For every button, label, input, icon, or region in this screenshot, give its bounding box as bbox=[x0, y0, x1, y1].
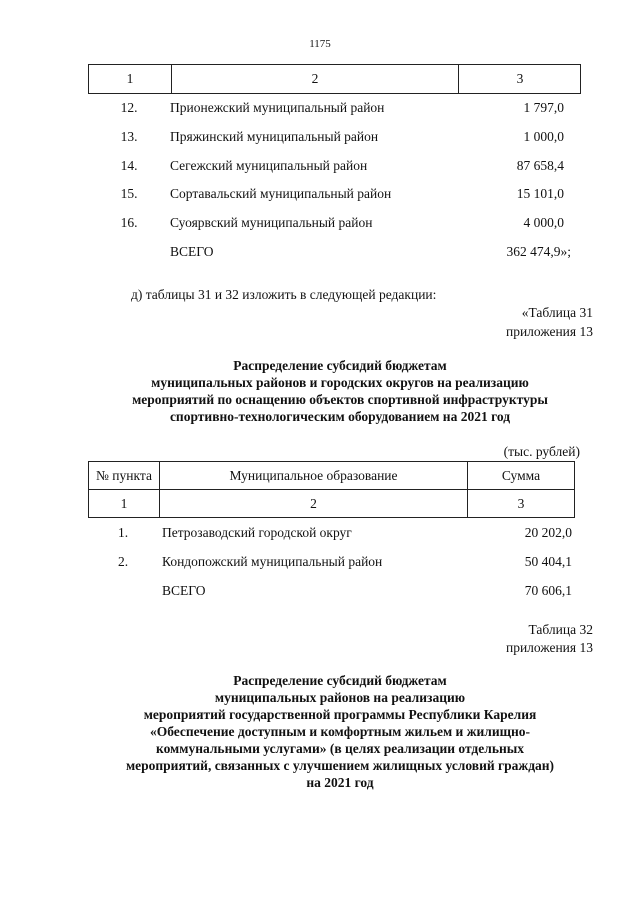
table32-ref-line2: приложения 13 bbox=[505, 640, 593, 655]
table31-title-line: муниципальных районов и городских округов на реализацию bbox=[151, 375, 529, 390]
table32-title-line: Распределение субсидий бюджетам bbox=[233, 673, 447, 688]
row-value: 4 000,0 bbox=[523, 215, 564, 230]
table32-title-line: на 2021 год bbox=[306, 775, 374, 790]
table31-title-line: спортивно-технологическим оборудованием на 2021 год bbox=[169, 409, 511, 424]
row-name: Кондопожский муниципальный район bbox=[162, 554, 383, 569]
table31-title-line: мероприятий по оснащению объектов спортивной инфраструктуры bbox=[132, 392, 548, 407]
table32-title-line: коммунальными услугами» (в целях реализации отдельных bbox=[155, 741, 525, 756]
table31-units: (тыс. рублей) bbox=[503, 444, 580, 459]
row-value: 50 404,1 bbox=[524, 554, 572, 569]
row-name: Суоярвский муниципальный район bbox=[170, 215, 373, 230]
table1-header bbox=[88, 64, 581, 94]
page-number: 1175 bbox=[309, 38, 331, 50]
row-number: 1. bbox=[117, 525, 129, 540]
table31-title-line: Распределение субсидий бюджетам bbox=[233, 358, 447, 373]
table31-header-name: Муниципальное образование bbox=[229, 467, 398, 483]
row-value: 87 658,4 bbox=[516, 158, 564, 173]
table31-header-sum: Сумма bbox=[501, 467, 541, 483]
total-value: 70 606,1 bbox=[524, 583, 572, 598]
table1-header-col3: 3 bbox=[516, 71, 524, 86]
table1-header-col2: 2 bbox=[311, 71, 319, 86]
row-value: 1 000,0 bbox=[523, 129, 564, 144]
row-number: 12. bbox=[120, 100, 138, 115]
table31-colnum-3: 3 bbox=[517, 495, 525, 511]
row-name: Сегежский муниципальный район bbox=[170, 158, 368, 173]
row-value: 20 202,0 bbox=[524, 525, 572, 540]
table32-title-line: мероприятий, связанных с улучшением жилищных условий граждан) bbox=[125, 758, 555, 773]
table31-colnum-2: 2 bbox=[310, 495, 317, 511]
table32-title-line: мероприятий государственной программы Республики Карелия bbox=[143, 707, 537, 722]
row-number: 15. bbox=[120, 186, 138, 201]
table31-ref-line2: приложения 13 bbox=[505, 324, 593, 339]
total-value: 362 474,9»; bbox=[506, 244, 571, 259]
row-name: Петрозаводский городской округ bbox=[162, 525, 352, 540]
table32-ref-line1: Таблица 32 bbox=[528, 622, 593, 637]
row-value: 15 101,0 bbox=[516, 186, 564, 201]
row-name: Сортавальский муниципальный район bbox=[170, 186, 392, 201]
table32-title-line: муниципальных районов на реализацию bbox=[214, 690, 466, 705]
table31-header bbox=[88, 461, 575, 518]
row-name: Прионежский муниципальный район bbox=[170, 100, 385, 115]
table31-header-num: № пункта bbox=[96, 467, 152, 483]
row-number: 14. bbox=[120, 158, 138, 173]
row-value: 1 797,0 bbox=[523, 100, 564, 115]
table31-ref-line1: «Таблица 31 bbox=[521, 305, 593, 320]
instruction-text: д) таблицы 31 и 32 изложить в следующей редакции: bbox=[131, 287, 437, 302]
row-number: 2. bbox=[117, 554, 129, 569]
table1-header-col1: 1 bbox=[126, 71, 134, 86]
row-number: 13. bbox=[120, 129, 138, 144]
total-label: ВСЕГО bbox=[162, 583, 206, 598]
total-label: ВСЕГО bbox=[170, 244, 214, 259]
table31-colnum-1: 1 bbox=[120, 495, 128, 511]
table32-title-line: «Обеспечение доступным и комфортным жильем и жилищно- bbox=[149, 724, 531, 739]
row-number: 16. bbox=[120, 215, 138, 230]
row-name: Пряжинский муниципальный район bbox=[170, 129, 379, 144]
